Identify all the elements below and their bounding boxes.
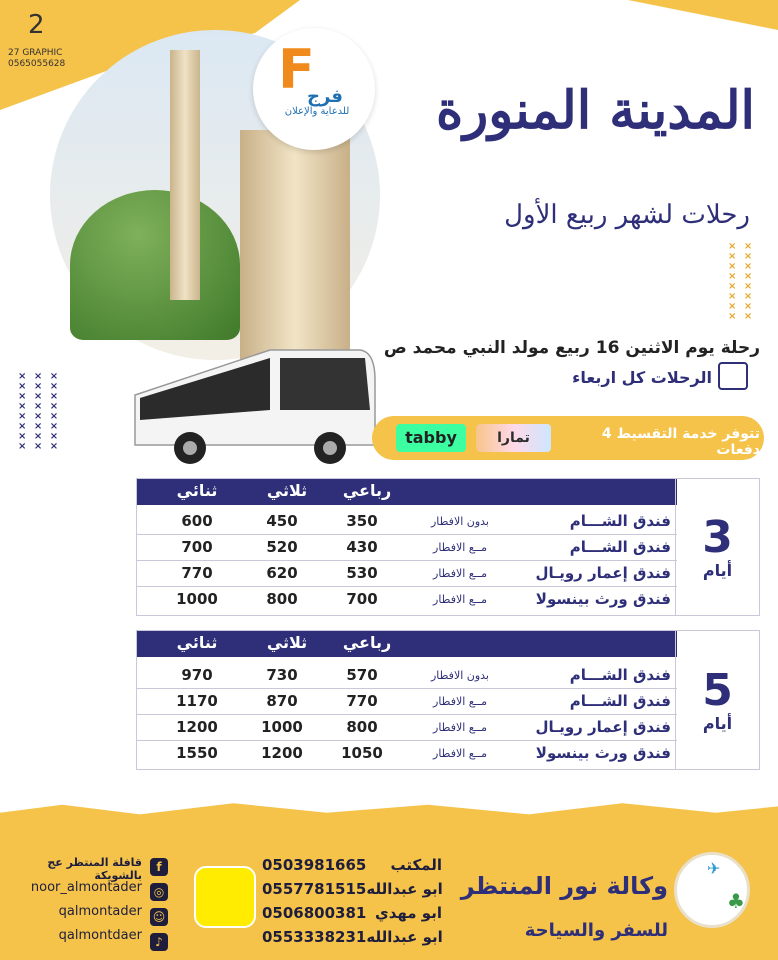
price-triple: 520 <box>266 538 298 556</box>
cross-pattern-decor: × × × × × × × × × × × × × × × × <box>728 241 755 322</box>
price-quad: 350 <box>346 512 378 530</box>
agency-logo <box>674 852 750 928</box>
duration-number: 3 <box>702 511 733 563</box>
table-row <box>137 715 677 741</box>
weekly-trips: الرحلات كل اربعاء <box>572 368 712 387</box>
price-triple: 620 <box>266 564 298 582</box>
price-quad: 570 <box>346 666 378 684</box>
contact-item <box>262 904 442 928</box>
meal-plan: مــع الافطار <box>433 721 487 734</box>
header-double: ثنائي <box>176 633 218 652</box>
contact-item <box>262 928 442 952</box>
hotel-name: فندق إعمار رويـال <box>535 718 671 736</box>
meal-plan: بدون الافطار <box>431 515 489 528</box>
page-subtitle: رحلات لشهر ربيع الأول <box>504 200 750 230</box>
package-duration <box>675 631 759 769</box>
contact-phone[interactable]: 0506800381 <box>262 904 367 922</box>
header-quad: رباعي <box>342 633 392 652</box>
price-double: 970 <box>181 666 213 684</box>
package-duration <box>675 479 759 615</box>
facebook-handle[interactable]: قافلة المنتظر عج بالشويكة <box>47 856 142 882</box>
contact-label: ابو عبدالله <box>366 880 443 898</box>
tabby-logo: tabby <box>396 424 466 452</box>
installment-text: تتوفر خدمة التقسيط 4 دفعات <box>601 426 760 458</box>
hotel-name: فندق الشـــام <box>569 692 671 710</box>
table-row <box>137 587 677 613</box>
cross-pattern-decor-left: × × × × × × × × × × × × × × × × × × × × × × × × <box>18 371 61 452</box>
snapchat-handle[interactable]: qalmontader <box>58 904 142 919</box>
price-quad: 430 <box>346 538 378 556</box>
price-double: 1200 <box>176 718 218 736</box>
table-row <box>137 535 677 561</box>
agency-subtitle: للسفر والسياحة <box>524 920 668 941</box>
meal-plan: مــع الافطار <box>433 541 487 554</box>
designer-logo-f-icon: F <box>278 38 315 101</box>
table-row <box>137 561 677 587</box>
contact-item <box>262 856 442 880</box>
meal-plan: بدون الافطار <box>431 669 489 682</box>
bus-image <box>130 340 380 470</box>
calendar-icon <box>718 362 748 390</box>
hotel-name: فندق إعمار رويـال <box>535 564 671 582</box>
designer-logo-name: فرج <box>307 86 343 107</box>
facebook-icon[interactable]: f <box>150 858 168 876</box>
price-double: 770 <box>181 564 213 582</box>
header-triple: ثلاثي <box>266 481 308 500</box>
designer-logo-sub: للدعاية والإعلان <box>284 106 350 117</box>
tiktok-icon[interactable]: ♪ <box>150 933 168 951</box>
trip-info: رحلة يوم الاثنين 16 ربيع مولد النبي محمد ص <box>383 338 760 358</box>
hotel-name: فندق الشـــام <box>569 538 671 556</box>
table-row <box>137 689 677 715</box>
designer-mark-phone: 0565055628 <box>8 59 66 69</box>
price-triple: 870 <box>266 692 298 710</box>
price-header <box>137 479 677 505</box>
meal-plan: مــع الافطار <box>433 593 487 606</box>
tower-image <box>240 130 350 360</box>
social-handles <box>12 856 142 952</box>
agency-name: وكالة نور المنتظر <box>460 872 668 900</box>
price-triple: 450 <box>266 512 298 530</box>
designer-mark-text <box>8 48 65 70</box>
table-row <box>137 663 677 689</box>
hotel-name: فندق الشـــام <box>569 512 671 530</box>
hotel-name: فندق ورث بينسولا <box>535 590 671 608</box>
duration-number: 5 <box>702 664 733 716</box>
designer-mark-name: 27 GRAPHIC <box>8 48 63 58</box>
price-triple: 730 <box>266 666 298 684</box>
price-quad: 1050 <box>341 744 383 762</box>
price-triple: 800 <box>266 590 298 608</box>
page-title: المدينة المنورة <box>435 80 755 141</box>
contact-label: ابو مهدي <box>374 904 442 922</box>
contact-phone[interactable]: 0557781515 <box>262 880 367 898</box>
snapchat-icon[interactable]: ☺ <box>150 908 168 926</box>
green-dome-image <box>70 190 240 340</box>
header-triple: ثلاثي <box>266 633 308 652</box>
price-quad: 530 <box>346 564 378 582</box>
price-quad: 770 <box>346 692 378 710</box>
contact-label: ابو عبدالله <box>366 928 443 946</box>
package-5-days <box>136 630 760 770</box>
price-header <box>137 631 677 657</box>
contact-list <box>262 856 442 952</box>
header-double: ثنائي <box>176 481 218 500</box>
instagram-icon[interactable]: ◎ <box>150 883 168 901</box>
contact-phone[interactable]: 0553338231 <box>262 928 367 946</box>
table-row <box>137 509 677 535</box>
duration-unit: أيام <box>702 713 733 733</box>
price-quad: 700 <box>346 590 378 608</box>
header-quad: رباعي <box>342 481 392 500</box>
price-double: 1550 <box>176 744 218 762</box>
tiktok-handle[interactable]: qalmontdaer <box>58 928 142 943</box>
package-3-days <box>136 478 760 616</box>
hotel-name: فندق ورث بينسولا <box>535 744 671 762</box>
contact-label: المكتب <box>390 856 442 874</box>
price-double: 1170 <box>176 692 218 710</box>
plane-icon: ✈ <box>707 859 721 878</box>
meal-plan: مــع الافطار <box>433 747 487 760</box>
meal-plan: مــع الافطار <box>433 695 487 708</box>
contact-item <box>262 880 442 904</box>
contact-phone[interactable]: 0503981665 <box>262 856 367 874</box>
social-icons <box>150 858 172 958</box>
duration-unit: أيام <box>702 560 733 580</box>
price-double: 600 <box>181 512 213 530</box>
price-triple: 1000 <box>261 718 303 736</box>
top-right-decor-band <box>628 0 778 30</box>
hotel-name: فندق الشـــام <box>569 666 671 684</box>
minaret-image <box>170 50 200 300</box>
price-double: 1000 <box>176 590 218 608</box>
price-double: 700 <box>181 538 213 556</box>
snapchat-code[interactable] <box>194 866 256 928</box>
tamara-logo: تمارا <box>476 424 551 452</box>
meal-plan: مــع الافطار <box>433 567 487 580</box>
designer-mark-number: 2 <box>28 10 45 40</box>
price-quad: 800 <box>346 718 378 736</box>
palm-icon: ♣ <box>727 889 745 913</box>
price-triple: 1200 <box>261 744 303 762</box>
table-row <box>137 741 677 767</box>
instagram-handle[interactable]: noor_almontader <box>30 880 142 895</box>
